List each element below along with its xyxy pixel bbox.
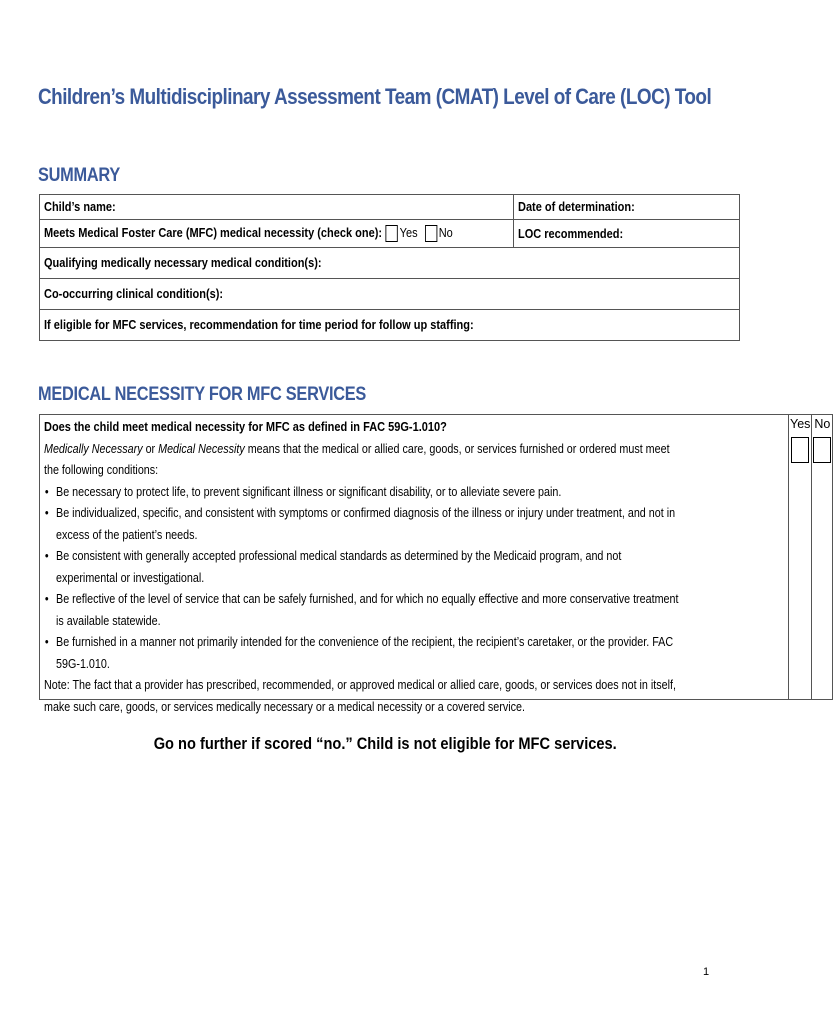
mn-no-column <box>812 415 833 700</box>
yes-checkbox[interactable] <box>386 225 398 242</box>
mn-bullet-2: • Be individualized, specific, and consistent with symptoms or confirmed diagnosis of the illness or injury under treatment, and not in excess of the patient’s needs. <box>44 503 680 546</box>
mn-body <box>44 439 680 719</box>
yes-label: Yes <box>399 225 418 240</box>
page-number: 1 <box>703 966 710 978</box>
mfc-necessity-label: Meets Medical Foster Care (MFC) medical necessity (check one): <box>44 225 383 240</box>
no-checkbox[interactable] <box>425 225 437 242</box>
mn-bullet-1: • Be necessary to protect life, to prevent significant illness or significant disability, or to alleviate severe pain. <box>44 482 680 504</box>
definition-term2: Medical Necessity <box>158 441 245 456</box>
followup-label: If eligible for MFC services, recommendation for time period for follow up staffing: <box>44 318 474 332</box>
mn-bullet-3: • Be consistent with generally accepted professional medical standards as determined by the Medicaid program, and not experimental or investigational. <box>44 546 680 589</box>
mn-bullet-5: • Be furnished in a manner not primarily intended for the convenience of the recipient, the recipient’s caretaker, or the provider. FAC 59G-1.010. <box>44 632 680 675</box>
stop-notice: Go no further if scored “no.” Child is not eligible for MFC services. <box>153 734 617 753</box>
summary-table <box>39 194 740 341</box>
definition-term1: Medically Necessary <box>44 441 143 456</box>
page-title: Children’s Multidisciplinary Assessment Team (CMAT) Level of Care (LOC) Tool <box>38 84 712 109</box>
date-label: Date of determination: <box>517 200 635 214</box>
qualifying-cell[interactable] <box>40 248 740 279</box>
cooccurring-label: Co-occurring clinical condition(s): <box>44 287 224 301</box>
medical-necessity-criteria <box>40 415 789 714</box>
mn-no-checkbox[interactable] <box>813 437 831 463</box>
mn-yes-checkbox[interactable] <box>791 437 809 463</box>
loc-cell[interactable] <box>513 220 739 248</box>
loc-label: LOC recommended: <box>517 226 623 241</box>
qualifying-label: Qualifying medically necessary medical condition(s): <box>44 256 322 270</box>
summary-heading: SUMMARY <box>38 165 121 186</box>
mn-bullet-4: • Be reflective of the level of service that can be safely furnished, and for which no equally effective and more conservative treatment is available statewide. <box>44 589 680 632</box>
no-label: No <box>438 225 453 240</box>
definition-rest: means that the medical or allied care, goods, or services furnished or ordered must meet the following conditions: <box>44 441 670 477</box>
date-cell[interactable] <box>513 195 739 220</box>
child-name-label: Child’s name: <box>44 200 116 214</box>
followup-cell[interactable] <box>40 310 740 341</box>
mn-definition <box>44 439 680 482</box>
medical-necessity-table <box>39 414 833 714</box>
medical-necessity-heading: MEDICAL NECESSITY FOR MFC SERVICES <box>38 384 367 405</box>
mn-yes-label: Yes <box>790 417 811 431</box>
mfc-necessity-cell <box>40 220 514 248</box>
mn-no-label: No <box>814 417 831 431</box>
child-name-cell[interactable] <box>40 195 514 220</box>
mn-question: Does the child meet medical necessity for MFC as defined in FAC 59G-1.010? <box>44 420 447 434</box>
mn-yes-column <box>789 415 812 700</box>
mn-note: Note: The fact that a provider has prescribed, recommended, or approved medical or allied care, goods, or services does not in itself, make such care, goods, or services medically necessary or a medical necessity or a covered service. <box>44 678 676 714</box>
definition-or: or <box>142 441 159 456</box>
cooccurring-cell[interactable] <box>40 279 740 310</box>
